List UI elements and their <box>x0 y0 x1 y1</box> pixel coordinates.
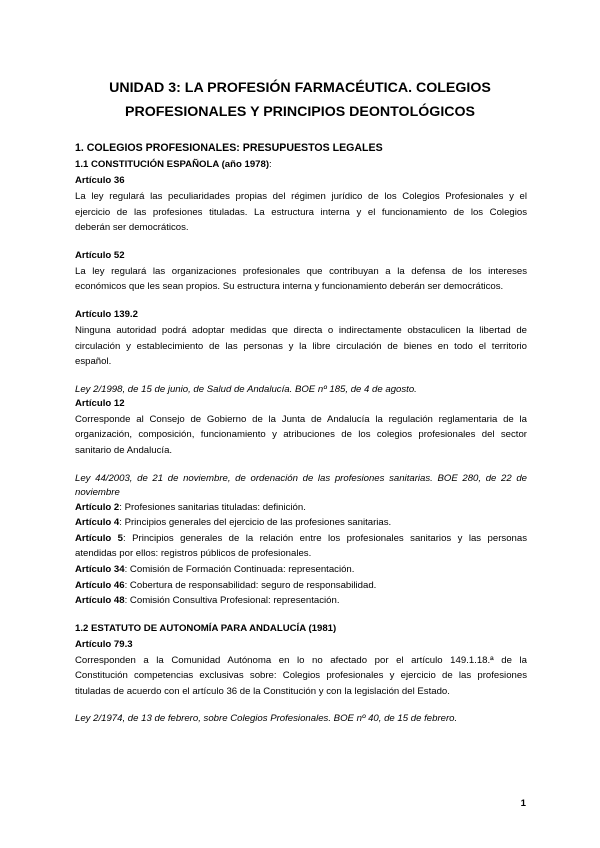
article-139-2-text <box>75 323 527 370</box>
subsection-heading-text: 1.1 CONSTITUCIÓN ESPAÑOLA (año 1978) <box>75 159 270 170</box>
law-citation-2003 <box>75 472 527 500</box>
citation-line: Ley 44/2003, de 21 de noviembre, de ordenación de las profesiones sanitarias. BOE 280, de 22 de <box>75 472 527 484</box>
text-line: económicos que les sean propios. Su estructura interna y funcionamiento deberán ser democráticos. <box>75 281 504 293</box>
section-heading: 1. COLEGIOS PROFESIONALES: PRESUPUESTOS LEGALES <box>75 142 383 154</box>
subsection-heading-constitucion <box>75 158 527 174</box>
list-item-continuation: atendidas por ellos: registros públicos de profesionales. <box>75 548 312 560</box>
title-line-2: PROFESIONALES Y PRINCIPIOS DEONTOLÓGICOS <box>124 104 476 120</box>
article-12-title: Artículo 12 <box>75 397 125 409</box>
article-36-text <box>75 189 527 236</box>
citation-line: noviembre <box>75 486 120 498</box>
list-item <box>75 562 527 578</box>
citation-line: Ley 2/1998, de 15 de junio, de Salud de Andalucía. BOE nº 185, de 4 de agosto. <box>75 383 417 395</box>
article-description: : Comisión Consultiva Profesional: representación. <box>124 595 340 607</box>
article-description: : Principios generales del ejercicio de las profesiones sanitarias. <box>119 517 392 529</box>
article-description: : Principios generales de la relación entre los profesionales sanitarios y las personas <box>123 532 527 544</box>
law-citation-1974 <box>75 712 527 726</box>
text-line: La ley regulará las organizaciones profesionales que contribuyan a la defensa de los intereses <box>75 265 527 277</box>
article-139-2-title: Artículo 139.2 <box>75 308 138 320</box>
article-label: Artículo 34 <box>75 563 125 575</box>
text-line: ejercicio de las profesiones tituladas. La estructura interna y el funcionamiento de los Colegios <box>75 206 527 218</box>
list-item <box>75 578 527 594</box>
list-item <box>75 593 527 609</box>
citation-line: Ley 2/1974, de 13 de febrero, sobre Colegios Profesionales. BOE nº 40, de 15 de febrero. <box>75 713 458 725</box>
text-line: español. <box>75 356 112 368</box>
article-52-title: Artículo 52 <box>75 249 125 261</box>
text-line: organización, composición, funcionamiento y atribuciones de los colegios profesionales del sector <box>75 429 527 441</box>
text-line: Constitución competencias exclusivas sobre: Colegios profesionales y ejercicio de las profesiones <box>75 670 527 682</box>
article-79-3-title: Artículo 79.3 <box>75 638 133 650</box>
text-line: Ninguna autoridad podrá adoptar medidas que directa o indirectamente obstaculicen la libertad de <box>75 324 527 336</box>
article-label: Artículo 2 <box>75 501 120 513</box>
article-52-text <box>75 264 527 295</box>
subsection-colon: : <box>269 159 272 170</box>
article-label: Artículo 5 <box>75 532 124 544</box>
text-line: deberán ser democráticos. <box>75 222 189 234</box>
document-title <box>60 76 540 124</box>
text-line: tituladas de acuerdo con el artículo 36 de la Constitución y con la legislación del Estado. <box>75 685 450 697</box>
list-item <box>75 500 527 516</box>
article-description: : Comisión de Formación Continuada: representación. <box>124 563 355 575</box>
article-12-text <box>75 412 527 459</box>
text-line: sanitario de Andalucía. <box>75 444 173 456</box>
law-2003-articles <box>75 500 527 609</box>
document-body <box>75 141 527 726</box>
article-79-3-text <box>75 653 527 700</box>
article-description: : Profesiones sanitarias tituladas: definición. <box>119 501 306 513</box>
article-label: Artículo 48 <box>75 595 125 607</box>
law-citation-1998 <box>75 383 527 397</box>
page-number: 1 <box>520 798 526 809</box>
text-line: La ley regulará las peculiaridades propias del régimen jurídico de los Colegios Profesionales y el <box>75 191 527 202</box>
article-36-title: Artículo 36 <box>75 175 125 186</box>
list-item <box>75 531 527 547</box>
article-description: : Cobertura de responsabilidad: seguro de responsabilidad. <box>124 579 377 591</box>
list-item <box>75 515 527 531</box>
text-line: Corresponden a la Comunidad Autónoma en lo no afectado por el artículo 149.1.18.ª de la <box>75 654 527 666</box>
article-label: Artículo 4 <box>75 517 120 529</box>
text-line: Corresponde al Consejo de Gobierno de la Junta de Andalucía la regulación reglamentaria de la <box>75 413 527 425</box>
article-label: Artículo 46 <box>75 579 125 591</box>
subsection-heading-estatuto: 1.2 ESTATUTO DE AUTONOMÍA PARA ANDALUCÍA (1981) <box>75 622 337 634</box>
text-line: circulación y establecimiento de las personas y la libre circulación de bienes en todo el territorio <box>75 340 527 352</box>
title-line-1: UNIDAD 3: LA PROFESIÓN FARMACÉUTICA. COLEGIOS <box>109 80 491 96</box>
